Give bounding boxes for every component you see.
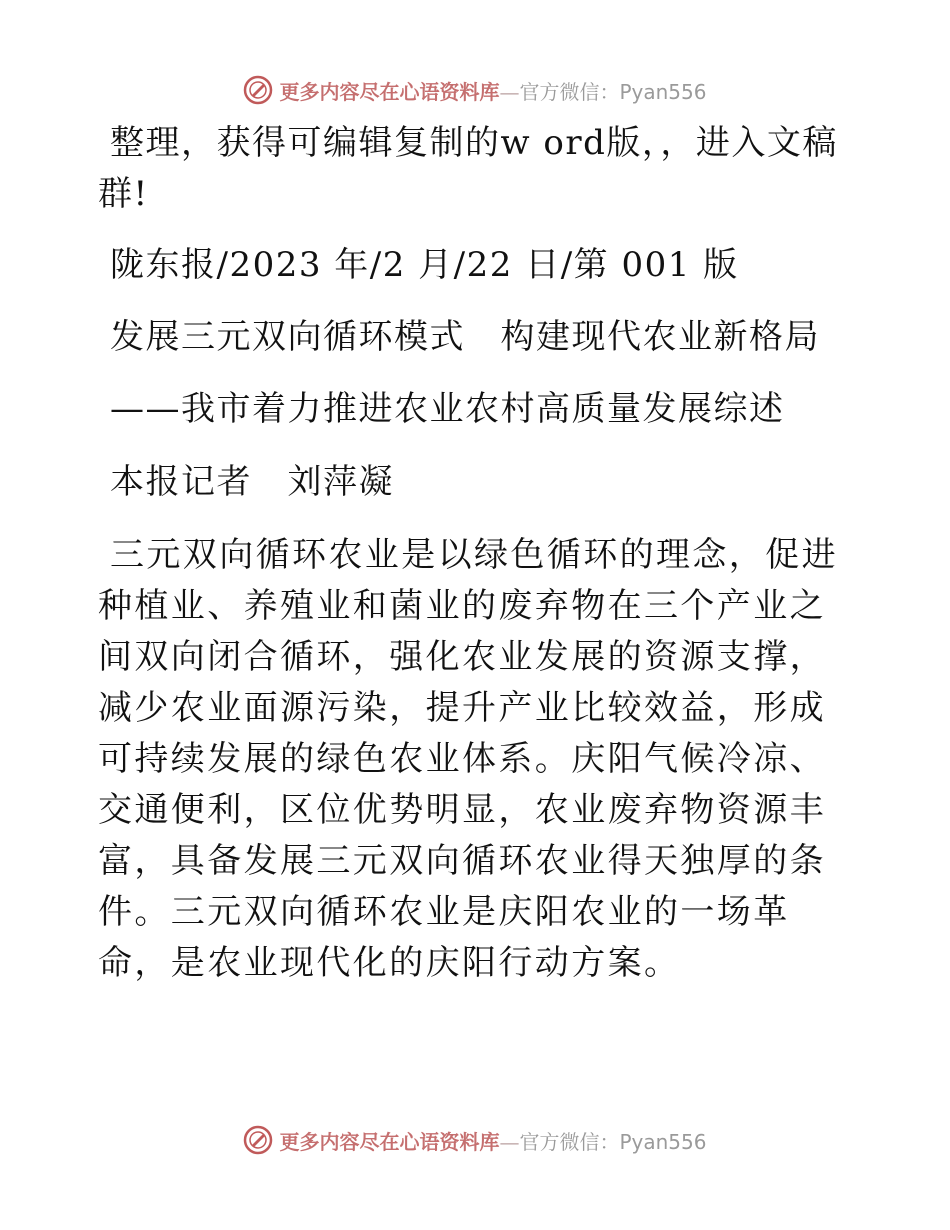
seal-logo-icon	[243, 1125, 273, 1155]
watermark-separator: —	[499, 1129, 520, 1154]
header-watermark	[0, 70, 950, 110]
watermark-main-text: 更多内容尽在心语资料库	[279, 79, 500, 104]
watermark-text	[279, 1126, 706, 1155]
article-byline: 本报记者 刘萍凝	[110, 462, 394, 502]
intro-paragraph: 整理，获得可编辑复制的w ord版，，进入文稿群!	[98, 123, 838, 214]
watermark-main-text: 更多内容尽在心语资料库	[279, 1129, 500, 1154]
article-subtitle: ——我市着力推进农业农村高质量发展综述	[110, 389, 785, 429]
watermark-wechat-text: 官方微信：Pyan556	[519, 1129, 707, 1154]
watermark-text	[279, 76, 706, 105]
article-title: 发展三元双向循环模式 构建现代农业新格局	[110, 317, 820, 357]
seal-logo-icon	[243, 75, 273, 105]
footer-watermark	[0, 1120, 950, 1160]
watermark-wechat-text: 官方微信：Pyan556	[519, 79, 707, 104]
article-body-paragraph: 三元双向循环农业是以绿色循环的理念，促进种植业、养殖业和菌业的废弃物在三个产业之间双向闭合循环，强化农业发展的资源支撑，减少农业面源污染，提升产业比较效益，形成可持续发展的绿色农业体系。庆阳气候冷凉、交通便利，区位优势明显，农业废弃物资源丰富，具备发展三元双向循环农业得天独厚的条件。三元双向循环农业是庆阳农业的一场革命，是农业现代化的庆阳行动方案。	[98, 535, 838, 983]
document-body	[98, 118, 850, 989]
watermark-separator: —	[499, 79, 520, 104]
publication-info: 陇东报/2023 年/2 月/22 日/第 001 版	[110, 245, 739, 285]
